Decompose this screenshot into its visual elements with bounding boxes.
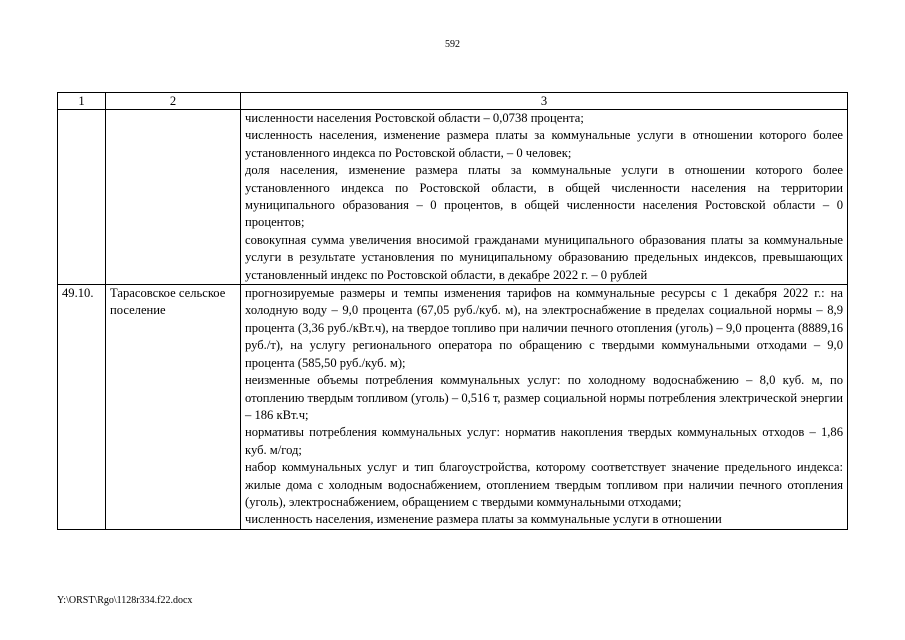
page-bottom-margin [0,580,905,640]
content-paragraph: прогнозируемые размеры и темпы изменения тарифов на коммунальные ресурсы с 1 декабря 2022 г.: на холодную воду – 9,0 процента (67,05 руб./куб. м), на электроснабжение в пределах социальной нормы – 8,9 процента (3,36 руб./кВт.ч), на твердое топливо при наличии печного отопления (уголь) – 9,0 процента (8889,16 руб./т), на услугу регионального оператора по обращению с твердыми коммунальными отходами – 9,0 процента (585,50 руб./куб. м); [245,286,843,370]
row-number: 49.10. [58,285,106,530]
document-table [57,92,848,530]
content-paragraph: численности населения Ростовской области – 0,0738 процента; [245,111,584,125]
table-row [58,110,848,285]
content-paragraph: доля населения, изменение размера платы за коммунальные услуги в отношении которого более установленного индекса по Ростовской области, в общей численности населения на территории муниципального образования – 0 процентов, в общей численности населения Ростовской области – 0 процентов; [245,163,843,230]
content-paragraph: численность населения, изменение размера платы за коммунальные услуги в отношении [245,512,722,527]
row-content [241,110,848,285]
column-header-1: 1 [58,93,106,110]
table-header-row [58,93,848,110]
page-number: 592 [445,39,460,50]
content-paragraph: неизменные объемы потребления коммунальных услуг: по холодному водоснабжению – 8,0 куб. м, по отоплению твердым топливом (уголь) – 0,516 т, размер социальной нормы потребления электрической энергии – 186 кВт.ч; [245,373,843,422]
table-row [58,285,848,530]
column-header-2: 2 [106,93,241,110]
content-paragraph: набор коммунальных услуг и тип благоустройства, которому соответствует значение предельного индекса: жилые дома с холодным водоснабжением, отоплением твердым топливом при наличии печного отопления (уголь), электроснабжением, обращением с твердыми коммунальными отходами; [245,460,843,509]
content-paragraph: совокупная сумма увеличения вносимой гражданами муниципального образования платы за коммунальные услуги в результате установления по муниципальному образованию предельных индексов, превышающих установленный индекс по Ростовской области, в декабре 2022 г. – 0 рублей [245,232,843,282]
content-paragraph: численность населения, изменение размера платы за коммунальные услуги в отношении которого более установленного индекса по Ростовской области, – 0 человек; [245,128,843,160]
column-header-3: 3 [241,93,848,110]
content-paragraph: нормативы потребления коммунальных услуг: норматив накопления твердых коммунальных отходов – 1,86 куб. м/год; [245,425,843,457]
footer-file-path: Y:\ORST\Rgo\1128r334.f22.docx [57,595,193,606]
municipality-name [106,110,241,285]
row-content [241,285,848,530]
row-number [58,110,106,285]
municipality-name: Тарасовское сельское поселение [106,285,241,530]
